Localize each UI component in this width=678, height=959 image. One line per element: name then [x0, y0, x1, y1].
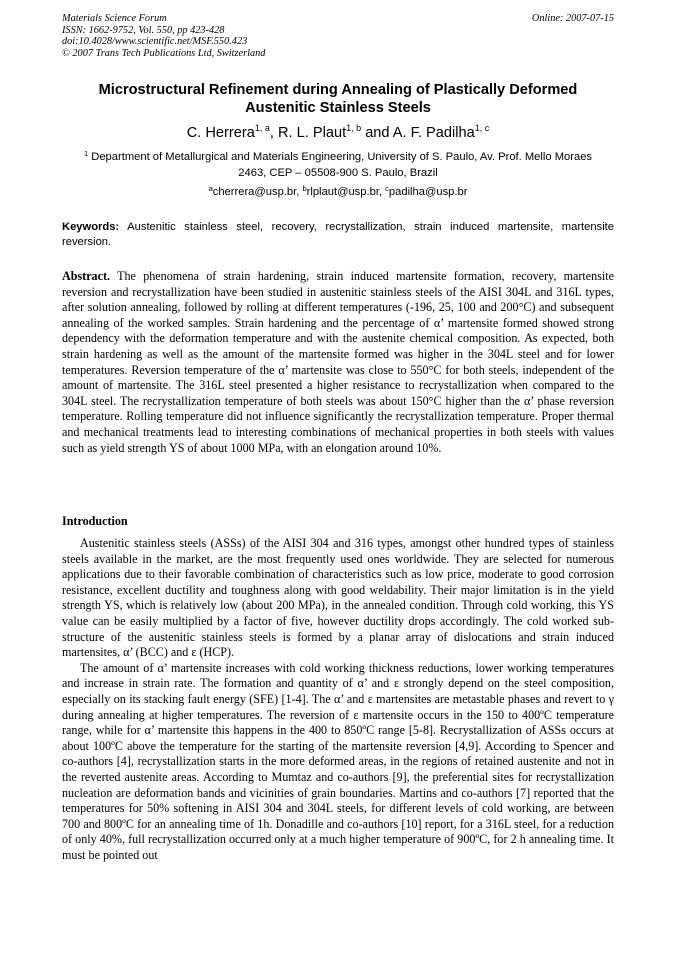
affiliation [72, 149, 604, 181]
author-separator: , [269, 125, 278, 141]
journal-issn: ISSN: 1662-9752, Vol. 550, pp 423-428 [62, 24, 225, 36]
introduction-heading: Introduction [62, 514, 128, 528]
affiliation-mark: 1 [83, 149, 89, 158]
email-mark: b [302, 184, 307, 193]
paper-title: Microstructural Refinement during Annealing of Plastically Deformed Austenitic Stainless Steels [98, 82, 578, 116]
author-affiliation-mark: 1, a [254, 123, 270, 133]
author-affiliation-mark: 1, c [474, 123, 490, 133]
keywords [62, 220, 614, 249]
affiliation-text: Department of Metallurgical and Materials Engineering, University of S. Paulo, Av. Prof. Mello Moraes 2463, CEP – 05508-900 S. Paulo, Brazil [91, 151, 593, 179]
abstract [62, 269, 614, 456]
abstract-text: The phenomena of strain hardening, strain induced martensite formation, recovery, martensite reversion and recrystallization have been studied in austenitic stainless steels of the AISI 304L and 316L types, after solution annealing, followed by rolling at different temperatures (-196, 25, 100 and 200°C) and subsequent annealing of the worked samples. Strain hardening and the percentage of α’ martensite formed showed strong dependency with the deformation temperature and with the austenite chemical composition. As expected, both strain hardening as well as the amount of the martensite formed was higher in the 304L steel and for lower temperatures. Reversion temperature of the α’ martensite was close to 550°C for both steels, independent of the amount of martensite. The 316L steel presented a higher resistance to recrystallization when compared to the 304L steel. The recrystallization temperature of both steels was about 150°C higher than the α’ phase reversion temperature. Rolling temperature did not influence significantly the recrystallization temperature. Proper thermal and mechanical treatments lead to interesting combinations of mechanical properties in both steels with values such as yield strength YS of about 1000 MPa, with an elongation around 10%. [62, 269, 614, 455]
email-address[interactable]: cherrera@usp.br [212, 186, 297, 198]
body-paragraph: Austenitic stainless steels (ASSs) of the AISI 304 and 316 types, amongst other hundred types of stainless steels available in the market, are the most frequently used ones worldwide. They are selected for numerous applications due to their favorable combination of characteristics such as low price, moderate to good corrosion resistance, excellent ductility and toughness along with good weldability. Their major limitation is in the yield strength YS, which is relatively low (about 200 MPa), in the annealed condition. Through cold working, this YS value can be easily multiplied by a factor of five, however ductility drops accordingly. The cold worked sub-structure of the austenitic stainless steels is formed by a planar array of dislocations and strain induced martensites, α’ (BCC) and ε (HCP). [62, 536, 614, 660]
email-address[interactable]: padilha@usp.br [388, 186, 468, 198]
journal-name: Materials Science Forum [62, 13, 167, 24]
author-and: and [361, 125, 393, 141]
email-mark: c [385, 184, 389, 193]
journal-header [62, 13, 265, 59]
introduction-body [62, 536, 614, 863]
journal-doi: doi:10.4028/www.scientific.net/MSF.550.423 [62, 36, 248, 48]
email-list: $^a$cherrera@usp.br, $^b$rlplaut@usp.br, $^c$padilha@usp.br [208, 184, 468, 198]
keywords-text: Austenitic stainless steel, recovery, recrystallization, strain induced martensite, martensite reversion. [62, 221, 615, 248]
author-name: C. Herrera [186, 125, 255, 141]
keywords-label: Keywords: [62, 221, 120, 233]
email-mark: a [208, 184, 213, 193]
journal-copyright: © 2007 Trans Tech Publications Ltd, Switzerland [62, 47, 266, 59]
author-name: R. L. Plaut [277, 125, 347, 141]
author-name: A. F. Padilha [392, 125, 475, 141]
online-date: Online: 2007-07-15 [531, 13, 614, 24]
author-list [62, 124, 614, 142]
abstract-label: Abstract. [62, 269, 111, 283]
author-affiliation-mark: 1, b [346, 123, 362, 133]
body-paragraph: The amount of α’ martensite increases with cold working thickness reductions, lower working temperatures and increase in strain rate. The formation and quantity of α’ and ε strongly depend on the steel composition, especially on its stacking fault energy (SFE) [1-4]. The α’ and ε martensites are metastable phases and revert to γ during annealing at higher temperatures. The reversion of ε martensite occurs in the 150 to 400ºC temperature range, while for α’ martensite this happens in the 400 to 850ºC range [5-8]. Recrystallization of ASSs occurs at about 100ºC above the temperature for the starting of the martensite reversion [4,9]. According to Spencer and co-authors [4], recrystallization starts in the more deformed areas, in the regions of retained austenite and not in the reverted austenite areas. According to Mumtaz and co-authors [9], the preferential sites for recrystallization nucleation are deformation bands and vicinities of grain boundaries. Martins and co-authors [7] reported that the temperatures for 50% softening in AISI 304 and 304L steels, for different levels of cold working, are between 700 and 800ºC for an annealing time of 1h. Donadille and co-authors [10] report, for a 316L steel, for a reduction of only 40%, full recrystallization occurred only at a much higher temperature of 900ºC, for 2 h annealing time. It must be pointed out [62, 660, 614, 862]
email-address[interactable]: rlplaut@usp.br [306, 186, 379, 198]
